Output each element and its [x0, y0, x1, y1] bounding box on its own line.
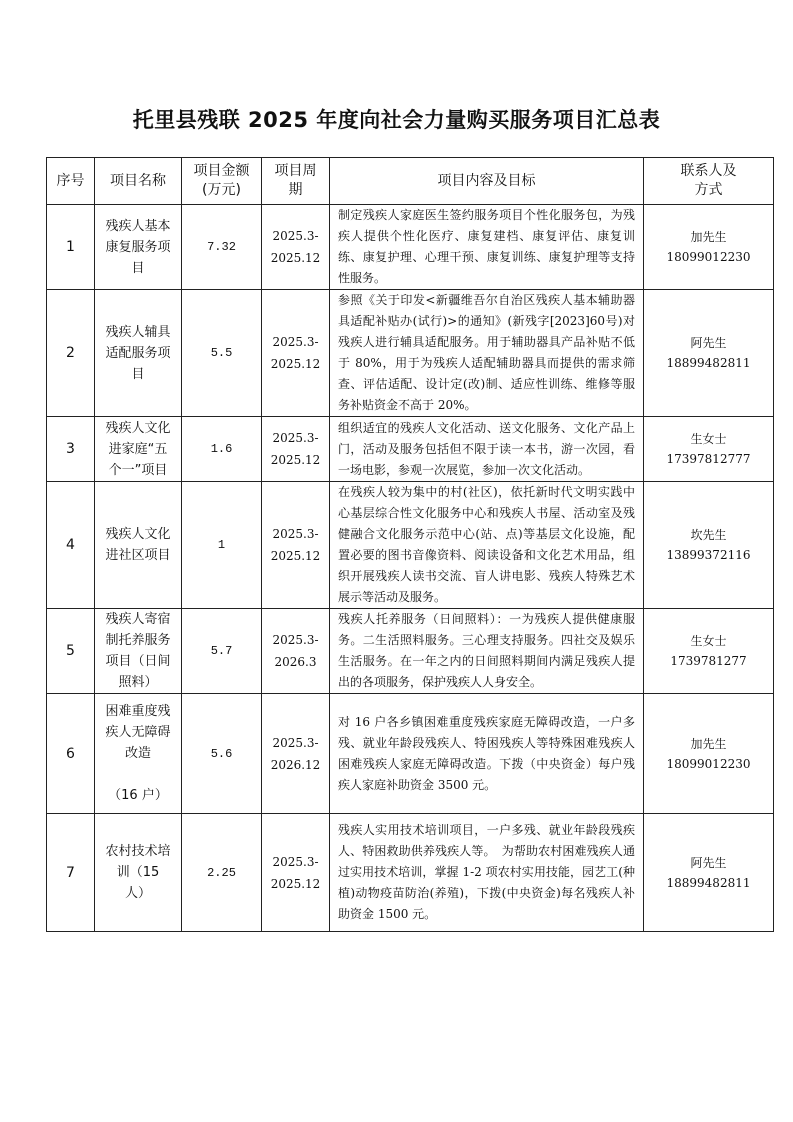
cell-name: 困难重度残疾人无障碍改造 （16 户） [95, 694, 182, 814]
cell-amount: 1 [182, 482, 262, 609]
cell-name: 残疾人文化进社区项目 [95, 482, 182, 609]
table-row [47, 609, 774, 694]
cell-no: 4 [47, 482, 95, 609]
cell-amount: 1.6 [182, 417, 262, 482]
cell-content: 残疾人实用技术培训项目，一户多残、就业年龄段残疾人、特困救助供养残疾人等。 为帮助农村困难残疾人通过实用技术培训，掌握 1-2 项农村实用技能，园艺工(种植)动物疫苗防治(养殖)，下拨(中央资金)每名残疾人补助资金 1500 元。 [330, 814, 644, 932]
table-row [47, 290, 774, 417]
cell-contact: 加先生 18099012230 [644, 694, 774, 814]
cell-name: 残疾人文化进家庭“五个一”项目 [95, 417, 182, 482]
cell-amount: 5.6 [182, 694, 262, 814]
cell-no: 3 [47, 417, 95, 482]
cell-name: 农村技术培训（15 人） [95, 814, 182, 932]
cell-content: 残疾人托养服务（日间照料）：一为残疾人提供健康服务。二生活照料服务。三心理支持服务。四社交及娱乐生活服务。在一年之内的日间照料期间内满足残疾人提出的各项服务，保护残疾人人身安全。 [330, 609, 644, 694]
cell-period: 2025.3- 2025.12 [262, 205, 330, 290]
cell-amount: 5.5 [182, 290, 262, 417]
table-row [47, 205, 774, 290]
table-row [47, 482, 774, 609]
table-row [47, 694, 774, 814]
cell-period: 2025.3- 2026.3 [262, 609, 330, 694]
projects-table [46, 157, 774, 932]
cell-name: 残疾人基本康复服务项目 [95, 205, 182, 290]
cell-no: 7 [47, 814, 95, 932]
cell-contact: 加先生 18099012230 [644, 205, 774, 290]
cell-no: 5 [47, 609, 95, 694]
cell-content: 对 16 户各乡镇困难重度残疾家庭无障碍改造，一户多残、就业年龄段残疾人、特困残疾人等特殊困难残疾人困难残疾人家庭无障碍改造。下拨（中央资金）每户残疾人家庭补助资金 3500 元。 [330, 694, 644, 814]
cell-period: 2025.3- 2025.12 [262, 482, 330, 609]
cell-contact: 阿先生 18899482811 [644, 814, 774, 932]
cell-content: 组织适宜的残疾人文化活动、送文化服务、文化产品上门，活动及服务包括但不限于读一本书，游一次园，看一场电影，参观一次展览，参加一次文化活动。 [330, 417, 644, 482]
cell-no: 2 [47, 290, 95, 417]
cell-contact: 阿先生 18899482811 [644, 290, 774, 417]
header-period: 项目周 期 [262, 158, 330, 205]
table-header-row [47, 158, 774, 205]
cell-contact: 生女士 1739781277 [644, 609, 774, 694]
cell-contact: 生女士 17397812777 [644, 417, 774, 482]
document-title: 托里县残联 2025 年度向社会力量购买服务项目汇总表 [132, 108, 661, 132]
cell-contact: 坎先生 13899372116 [644, 482, 774, 609]
cell-content: 参照《关于印发<新疆维吾尔自治区残疾人基本辅助器具适配补贴办(试行)>的通知》(新残字[2023]60号)对残疾人进行辅具适配服务。用于辅助器具产品补贴不低于 80%，用于为残疾人适配辅助器具而提供的需求筛查、评估适配、设计定(改)制、适应性训练、维修等服务补贴资金不高于 20%。 [330, 290, 644, 417]
cell-content: 制定残疾人家庭医生签约服务项目个性化服务包，为残疾人提供个性化医疗、康复建档、康复评估、康复训练、康复护理、心理干预、康复训练、康复护理等支持性服务。 [330, 205, 644, 290]
table-row [47, 417, 774, 482]
header-name: 项目名称 [95, 158, 182, 205]
header-content: 项目内容及目标 [330, 158, 644, 205]
cell-period: 2025.3- 2026.12 [262, 694, 330, 814]
header-no: 序号 [47, 158, 95, 205]
cell-amount: 7.32 [182, 205, 262, 290]
cell-amount: 5.7 [182, 609, 262, 694]
cell-amount: 2.25 [182, 814, 262, 932]
cell-content: 在残疾人较为集中的村(社区)，依托新时代文明实践中心基层综合性文化服务中心和残疾人书屋、活动室及残健融合文化服务示范中心(站、点)等基层文化设施，配置必要的图书音像资料、阅读设备和文化艺术用品，组织开展残疾人读书交流、盲人讲电影、残疾人特殊艺术展示等活动及服务。 [330, 482, 644, 609]
cell-no: 6 [47, 694, 95, 814]
cell-name: 残疾人辅具适配服务项目 [95, 290, 182, 417]
header-amount: 项目金额 (万元) [182, 158, 262, 205]
cell-name: 残疾人寄宿制托养服务项目（日间照料） [95, 609, 182, 694]
table-row [47, 814, 774, 932]
cell-period: 2025.3- 2025.12 [262, 417, 330, 482]
header-contact: 联系人及 方式 [644, 158, 774, 205]
cell-no: 1 [47, 205, 95, 290]
cell-period: 2025.3- 2025.12 [262, 814, 330, 932]
cell-period: 2025.3- 2025.12 [262, 290, 330, 417]
